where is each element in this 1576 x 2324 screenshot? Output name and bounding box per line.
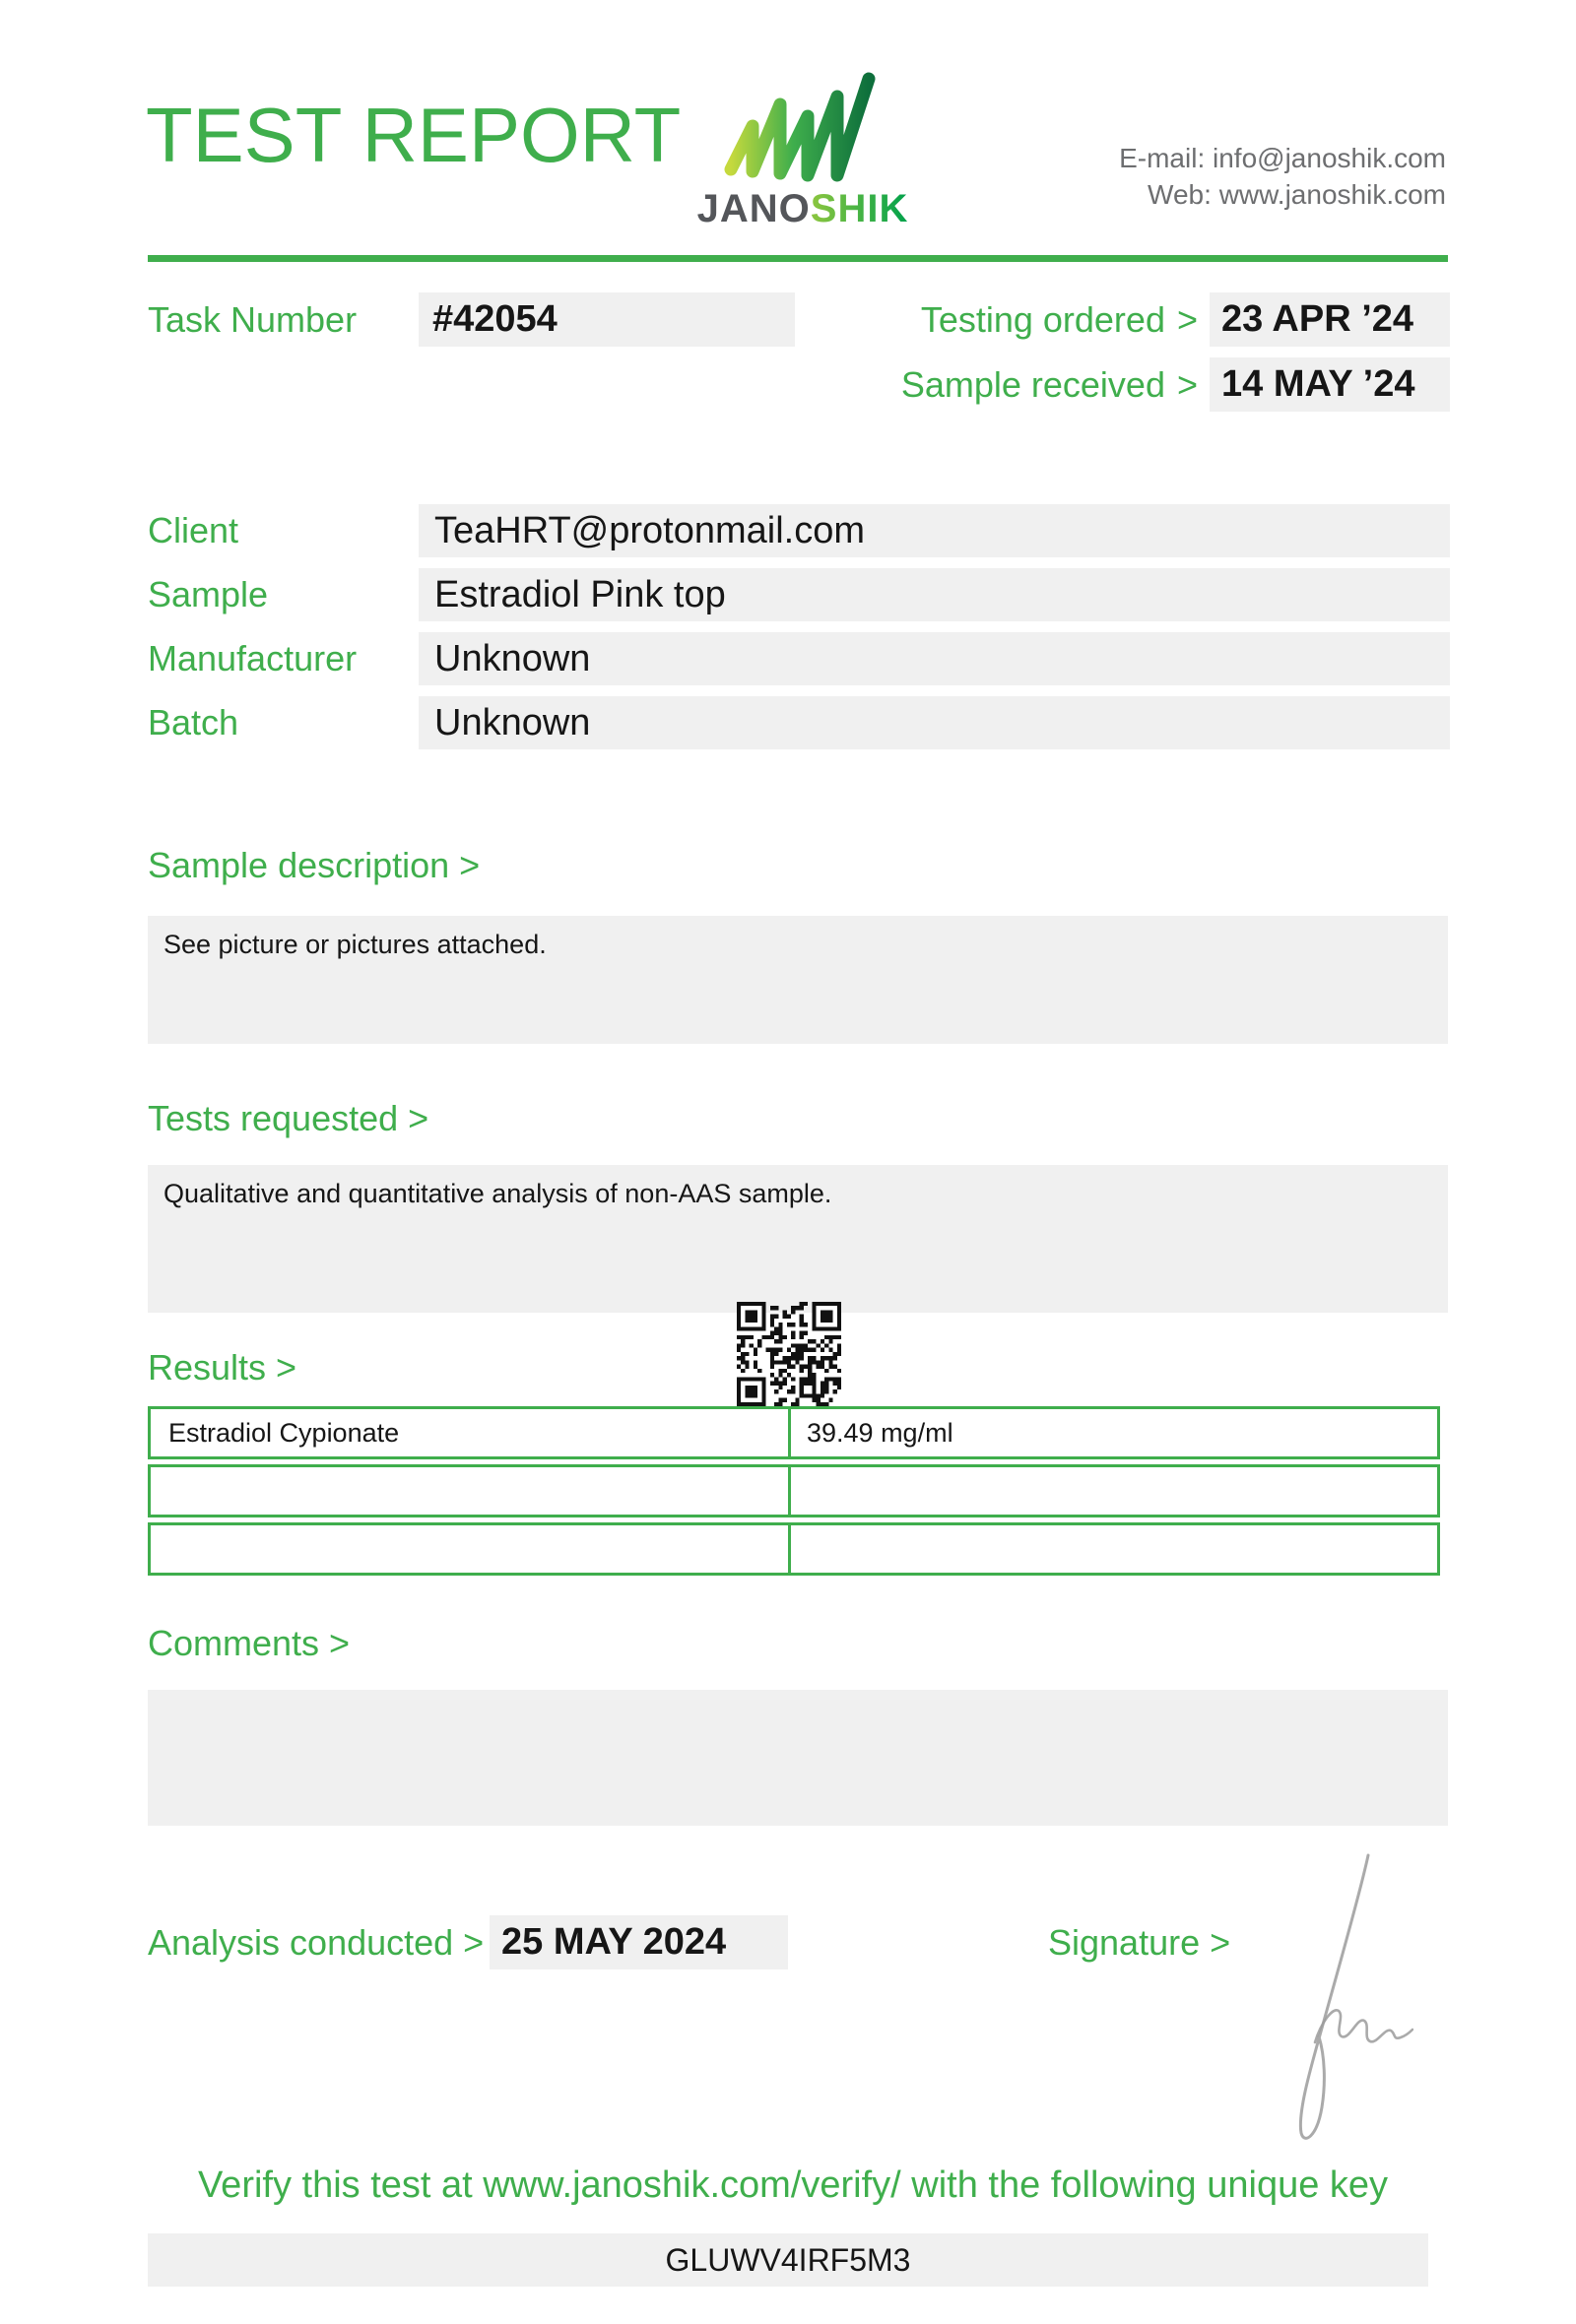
sample-label: Sample: [148, 574, 269, 614]
verify-instruction: Verify this test at www.janoshik.com/verify/ with the following unique key: [197, 2164, 1389, 2206]
result-substance: [148, 1464, 788, 1517]
comments-heading: Comments >: [148, 1623, 351, 1663]
field-row-client: [148, 504, 1450, 557]
sample-description-heading: Sample description >: [148, 845, 481, 885]
field-row-manufacturer: [148, 632, 1450, 685]
brand-wordmark: [685, 187, 921, 231]
qr-code: [737, 1302, 841, 1406]
results-table: [148, 1406, 1440, 1581]
sample-received-row: [591, 357, 1450, 412]
tests-requested-box: Qualitative and quantitative analysis of non-AAS sample.: [148, 1165, 1448, 1313]
testing-ordered-value: 23 APR ’24: [1210, 292, 1450, 347]
analysis-date-value: 25 MAY 2024: [490, 1915, 788, 1969]
email-label: E-mail:: [1119, 143, 1206, 173]
testing-ordered-row: [591, 292, 1450, 347]
brand-jano: JANO: [696, 187, 811, 230]
comments-box: [148, 1690, 1448, 1826]
signature-scribble: [1266, 1849, 1413, 2145]
result-amount: [788, 1464, 1440, 1517]
chart-growth-icon: [719, 69, 886, 185]
client-label: Client: [148, 510, 239, 550]
contact-block: [1119, 140, 1446, 213]
header-divider: [148, 255, 1448, 262]
batch-value: Unknown: [419, 696, 1450, 749]
field-row-sample: [148, 568, 1450, 621]
contact-web-line: [1119, 176, 1446, 213]
field-row-batch: [148, 696, 1450, 749]
testing-ordered-label: Testing ordered: [920, 298, 1165, 340]
batch-label: Batch: [148, 702, 239, 742]
sample-received-label: Sample received: [900, 363, 1165, 405]
verify-key: GLUWV4IRF5M3: [148, 2233, 1428, 2287]
contact-email-line: [1119, 140, 1446, 176]
table-row: [148, 1522, 1440, 1576]
results-heading: Results >: [148, 1347, 297, 1388]
table-row: [148, 1464, 1440, 1517]
arrow-glyph: >: [1176, 363, 1198, 405]
client-value: TeaHRT@protonmail.com: [419, 504, 1450, 557]
analysis-conducted-label: Analysis conducted >: [148, 1922, 485, 1963]
sample-description-box: See picture or pictures attached.: [148, 916, 1448, 1044]
arrow-glyph: >: [1176, 298, 1198, 340]
task-number-label: Task Number: [148, 299, 358, 340]
web-label: Web:: [1148, 179, 1212, 210]
result-amount: 39.49 mg/ml: [788, 1406, 1440, 1459]
email-value: info@janoshik.com: [1213, 143, 1446, 173]
tests-requested-heading: Tests requested >: [148, 1098, 429, 1138]
sample-received-value: 14 MAY ’24: [1210, 357, 1450, 412]
task-number-value: #42054: [419, 292, 795, 347]
table-row: [148, 1406, 1440, 1459]
brand-shik: SHIK: [810, 187, 909, 230]
result-substance: [148, 1522, 788, 1576]
page-title: TEST REPORT: [146, 92, 682, 178]
signature-label: Signature >: [1048, 1922, 1231, 1963]
result-amount: [788, 1522, 1440, 1576]
web-value: www.janoshik.com: [1218, 179, 1446, 210]
manufacturer-value: Unknown: [419, 632, 1450, 685]
result-substance: Estradiol Cypionate: [148, 1406, 788, 1459]
sample-value: Estradiol Pink top: [419, 568, 1450, 621]
janoshik-logo: [685, 69, 921, 231]
manufacturer-label: Manufacturer: [148, 638, 358, 678]
